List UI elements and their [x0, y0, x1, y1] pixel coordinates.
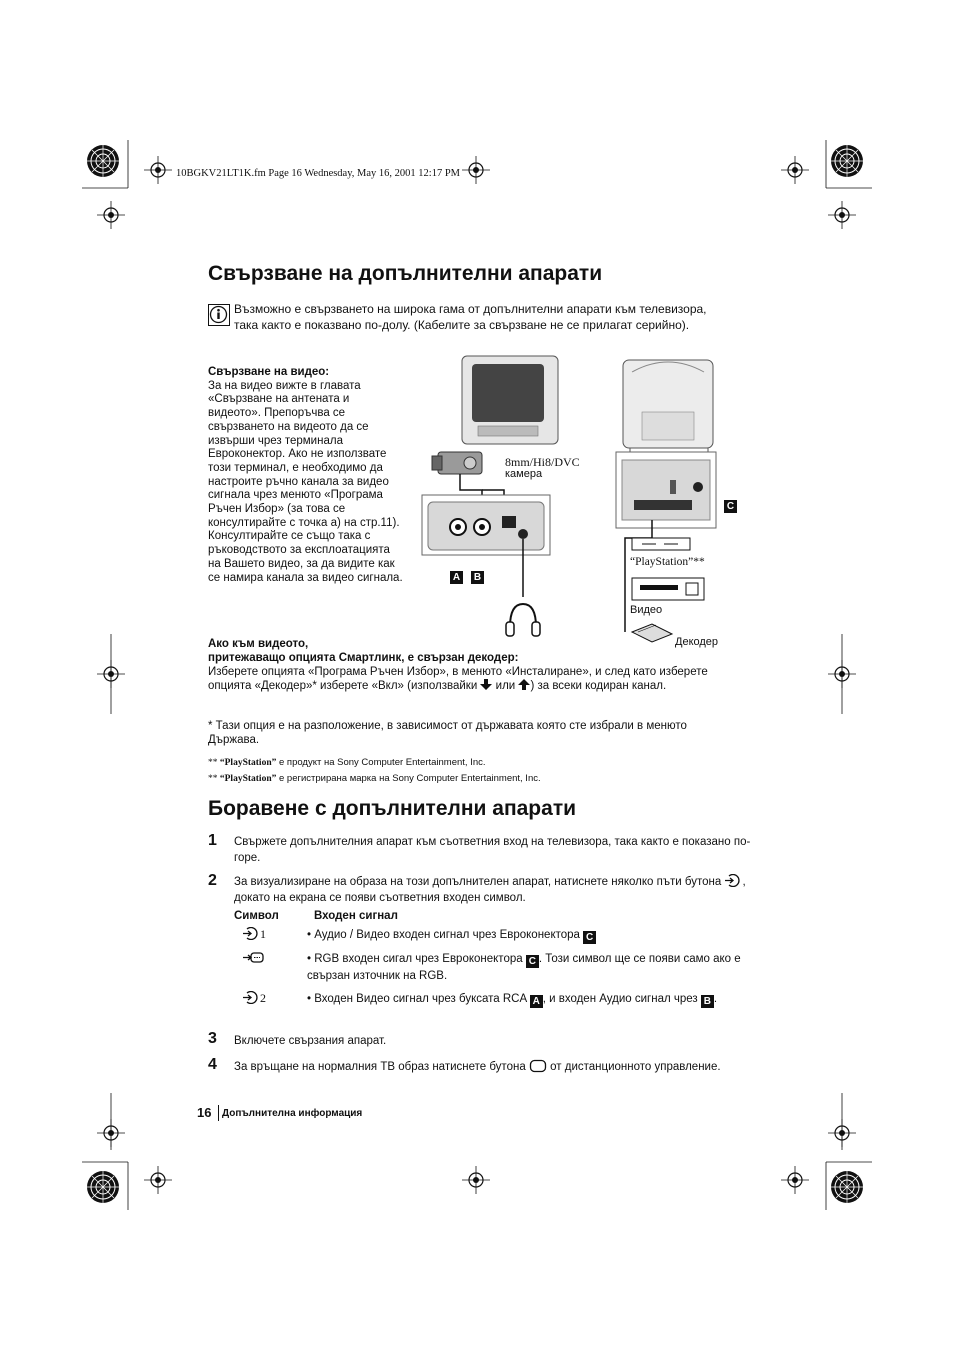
playstation-illustration [632, 538, 690, 550]
step-2-number: 2 [208, 872, 217, 889]
step-4-number: 4 [208, 1056, 217, 1073]
tv-button-icon [529, 1059, 547, 1073]
video-body: За на видео вижте в главата «Свързване на антената и видеото». Препоръчва се свързването на видеото да се извърши чрез терминала Евроконектор. Ако не използвате този терминал, е необходимо да настроите ръчно канала за видео сигнала чрез менюто «Програма Ръчен Избор» (за това се консултирайте с точка а) на стр.11). Консултирайте се също така с ръководството за експлоатацията на Вашето видео, за да видите как се намира канала за видео сигнала. [208, 379, 403, 584]
front-panel-illustration [422, 495, 550, 555]
connector-ref-a: A [530, 995, 543, 1008]
section-title-connecting: Свързване на допълнителни апарати [208, 262, 603, 285]
table-header-signal: Входен сигнал [314, 910, 398, 922]
playstation-label: “PlayStation”** [630, 556, 705, 568]
step-1-number: 1 [208, 832, 217, 849]
footer-divider [218, 1105, 219, 1121]
intro-note: Възможно е свързването на широка гама от допълнителни апарати към телевизора, така както е показвано по-долу. (Кабелите за свързване не се прилагат серийно). [234, 302, 707, 332]
connector-ref-b: B [701, 995, 714, 1008]
step-1-text: Свържете допълнителния апарат към съответния вход на телевизора, така както е показано по-горе. [234, 836, 751, 864]
connector-label-a: A [450, 571, 463, 584]
row-2-text: • RGB входен сигал чрез Евроконектора C . Този символ ще се появи само ако е свързан източник на RGB. [307, 953, 741, 982]
connector-ref-c: C [583, 931, 596, 944]
decoder-label: Декодер [675, 636, 719, 648]
symbol-rgb [242, 951, 264, 966]
step-3-number: 3 [208, 1030, 217, 1047]
video-label: Видео [630, 604, 663, 616]
video-connection-text [208, 366, 404, 585]
rgb-input-icon [242, 951, 264, 964]
symbol-av2: 2 [242, 991, 266, 1006]
camera-label-formats: 8mm/Hi8/DVC [505, 455, 580, 469]
decoder-heading-1: Ако към видеото, [208, 638, 309, 650]
input-select-icon [724, 874, 742, 887]
decoder-body: Изберете опцията «Програма Ръчен Избор», в менюто «Инсталиране», и след като изберете опцията «Декодер»* изберете «Вкл» (използвайки или ) за всеки кодиран канал. [208, 666, 708, 692]
info-icon [208, 304, 230, 326]
decoder-section [208, 637, 748, 693]
file-header: 10BGKV21LT1K.fm Page 16 Wednesday, May 16, 2001 12:17 PM [176, 168, 461, 179]
connector-ref-c: C [526, 955, 539, 968]
footnote-playstation-1: ** “PlayStation” е продукт на Sony Computer Entertainment, Inc. [208, 757, 486, 768]
step-2-text: За визуализиране на образа на този допълнителен апарат, натиснете няколко пъти бутона , докато на екрана се появи съответния входен символ. [234, 876, 746, 904]
rear-panel-illustration [616, 452, 716, 528]
video-heading: Свързване на видео: [208, 366, 330, 378]
tv-front-illustration [462, 356, 558, 444]
footnote-playstation-2: ** “PlayStation” е регистрирана марка на Sony Computer Entertainment, Inc. [208, 773, 541, 784]
step-3-text: Включете свързания апарат. [234, 1035, 387, 1047]
camera-label-name: камера [505, 468, 543, 480]
table-header-symbol: Символ [234, 910, 279, 922]
footer-section-name: Допълнителна информация [222, 1108, 363, 1119]
row-3-text: • Входен Видео сигнал чрез буксата RCA A , и входен Аудио сигнал чрез B . [307, 993, 718, 1007]
tv-rear-illustration [623, 360, 713, 448]
section-title-operating: Боравене с допълнителни апарати [208, 797, 577, 820]
camera-label [505, 456, 580, 480]
input-1-icon [242, 927, 260, 940]
connection-diagram [420, 352, 750, 652]
step-4-text: За връщане на нормалния ТВ образ натиснете бутона от дистанционното управление. [234, 1061, 721, 1073]
headphones-icon [506, 604, 540, 636]
connector-label-b: B [471, 571, 484, 584]
footnote-option: * Тази опция е на разположение, в зависимост от държавата която сте избрали в менюто Държава. [208, 720, 687, 746]
symbol-av1: 1 [242, 927, 266, 942]
arrow-down-icon [480, 679, 492, 690]
camera-illustration [432, 452, 482, 474]
input-2-icon [242, 991, 260, 1004]
page-number: 16 [197, 1105, 212, 1120]
decoder-heading-2: притежаващо опцията Смартлинк, е свързан декодер: [208, 652, 519, 664]
arrow-up-icon [518, 679, 530, 690]
connector-label-c: C [724, 500, 737, 513]
row-1-text: • Аудио / Видео входен сигнал чрез Евроконектора C [307, 927, 747, 944]
vcr-illustration [632, 578, 704, 600]
